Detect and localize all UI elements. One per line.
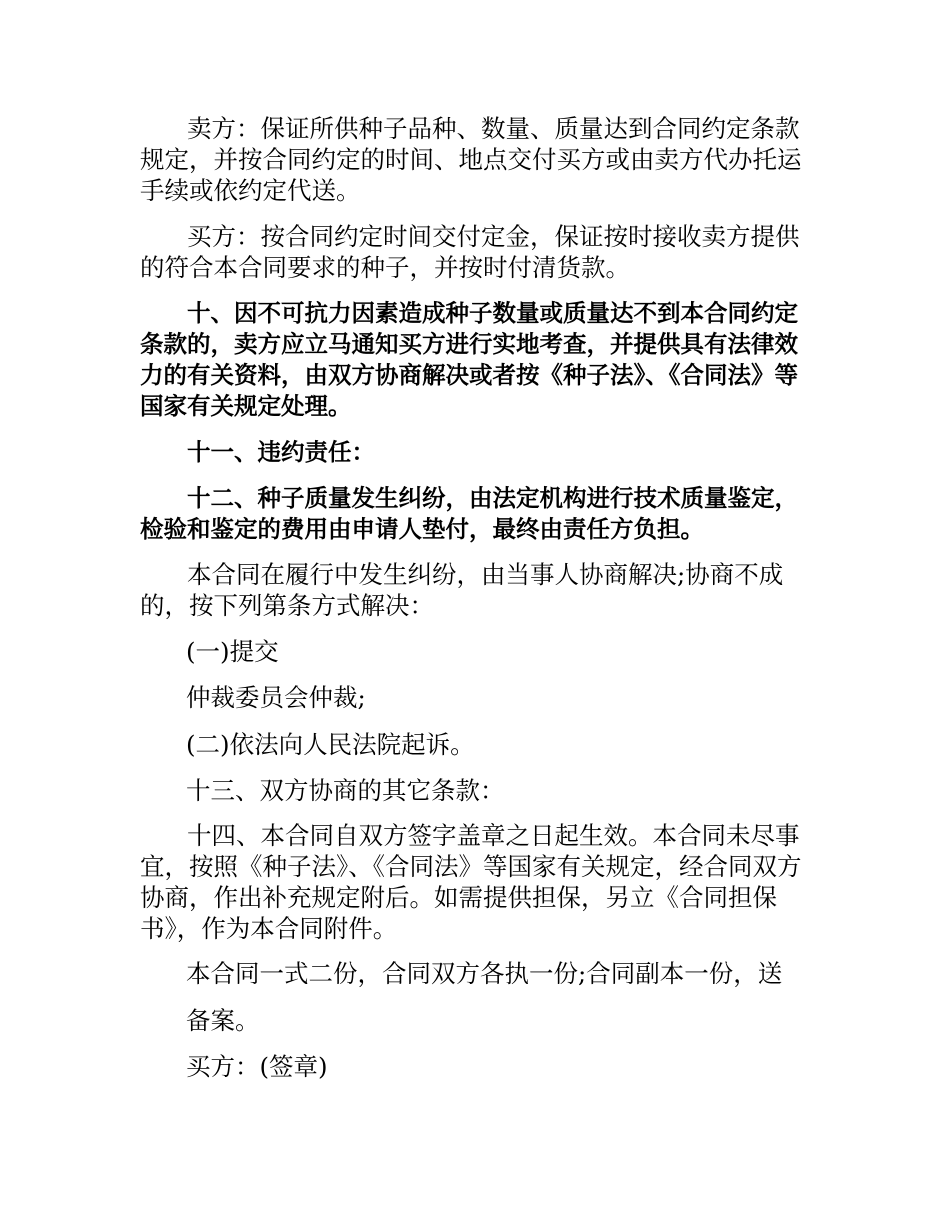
arbitration-line: 仲裁委员会仲裁; <box>186 683 366 712</box>
clause-10-force-majeure: 十、因不可抗力因素造成种子数量或质量达不到本合同约定条款的，卖方应立马通知买方进行实地考查，并提供具有法律效力的有关资料，由双方协商解决或者按《种子法》、《合同法》等国家有关规定处理。 <box>140 299 798 420</box>
copies-paragraph: 本合同一式二份，合同双方各执一份;合同副本一份，送 <box>186 959 783 988</box>
clause-14-effectiveness: 十四、本合同自双方签字盖章之日起生效。本合同未尽事宜，按照《种子法》、《合同法》等国家有关规定，经合同双方协商，作出补充规定附后。如需提供担保，另立《合同担保书》，作为本合同附件。 <box>140 821 802 943</box>
option-1-submit: (一)提交 <box>186 637 279 666</box>
dispute-resolution-paragraph: 本合同在履行中发生纠纷，由当事人协商解决;协商不成的，按下列第条方式解决： <box>140 560 784 620</box>
clause-12-quality-dispute: 十二、种子质量发生纠纷，由法定机构进行技术质量鉴定，检验和鉴定的费用由申请人垫付，最终由责任方负担。 <box>140 484 798 543</box>
clause-11-liability: 十一、违约责任： <box>187 438 375 466</box>
seller-obligations-paragraph: 卖方：保证所供种子品种、数量、质量达到合同约定条款规定，并按合同约定的时间、地点交付买方或由卖方代办托运手续或依约定代送。 <box>140 114 802 205</box>
filing-line: 备案。 <box>186 1006 260 1035</box>
option-2-court: (二)依法向人民法院起诉。 <box>186 730 475 759</box>
buyer-obligations-paragraph: 买方：按合同约定时间交付定金，保证按时接收卖方提供的符合本合同要求的种子，并按时付清货款。 <box>140 222 800 282</box>
clause-13-other-terms: 十三、双方协商的其它条款： <box>186 776 505 805</box>
buyer-signature-line: 买方：(签章) <box>186 1052 328 1081</box>
